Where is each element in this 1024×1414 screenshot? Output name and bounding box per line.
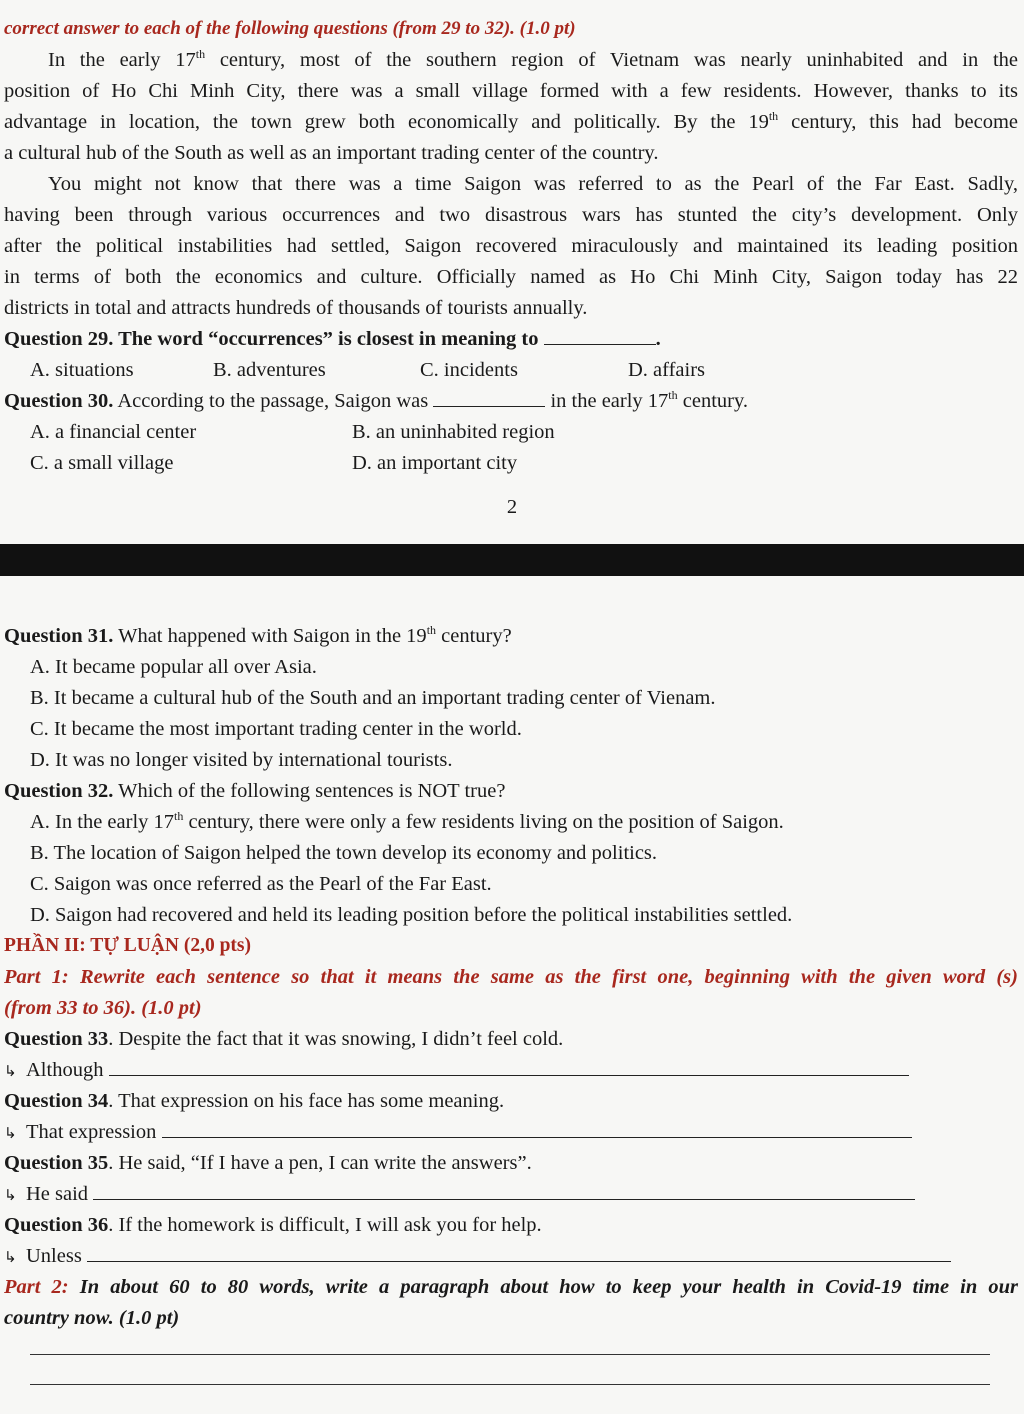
q31-option-b[interactable]: B. It became a cultural hub of the South and an important trading center of Vienam. — [30, 687, 716, 709]
q36-answer-line[interactable] — [4, 1243, 1018, 1270]
question-label: Question 32. — [4, 780, 114, 802]
option-text: century, there were only a few residents living on the position of Saigon. — [183, 811, 784, 833]
writing-line[interactable] — [30, 1354, 990, 1355]
cropped-top-edge — [0, 0, 1024, 6]
part-1-instruction-line1 — [4, 964, 1018, 990]
answer-prompt: Although — [26, 1059, 104, 1081]
question-label: Question 35 — [4, 1152, 109, 1174]
q30-option-d[interactable]: D. an important city — [352, 452, 518, 474]
q32-option-c[interactable]: C. Saigon was once referred as the Pearl of the Far East. — [30, 873, 492, 895]
option-text: A. In the early 17 — [30, 811, 175, 833]
punctuation: . — [655, 328, 661, 350]
answer-prompt: Unless — [26, 1245, 82, 1267]
answer-blank[interactable] — [162, 1119, 912, 1138]
pencil-arrow-icon: ↳ — [4, 1186, 17, 1204]
passage-p2-line2: having been through various occurrences and two disastrous wars has stunted the city’s development. Only — [4, 204, 1018, 226]
question-label: Question 33 — [4, 1028, 109, 1050]
part-label: Part 1: — [4, 966, 69, 988]
question-text: . That expression on his face has some meaning. — [108, 1090, 505, 1112]
question-text: According to the passage, Saigon was — [113, 390, 429, 412]
q32-option-d[interactable]: D. Saigon had recovered and held its leading position before the political instabilities settled. — [30, 904, 793, 926]
q33-answer-line[interactable] — [4, 1057, 1018, 1084]
question-34-stem — [4, 1088, 1018, 1114]
question-30-stem — [4, 388, 1018, 414]
part-1-instruction-line2: (from 33 to 36). (1.0 pt) — [4, 997, 202, 1019]
q30-option-b[interactable]: B. an uninhabited region — [352, 421, 555, 443]
superscript: th — [174, 809, 184, 823]
instruction-text: Rewrite each sentence so that it means the same as the first one, beginning with the given word (s) — [68, 966, 1018, 988]
answer-prompt: That expression — [26, 1121, 157, 1143]
question-label: Question 30. — [4, 390, 114, 412]
q35-answer-line[interactable] — [4, 1181, 1018, 1208]
passage-p2-line1: You might not know that there was a time Saigon was referred to as the Pearl of the Far East. Sadly, — [48, 173, 1018, 195]
q29-option-a[interactable]: A. situations — [30, 359, 134, 381]
question-text: century. — [677, 390, 749, 412]
q29-option-d[interactable]: D. affairs — [628, 359, 706, 381]
superscript: th — [426, 623, 437, 637]
question-31-stem — [4, 623, 1018, 649]
passage-p1-line4: a cultural hub of the South as well as an important trading center of the country. — [4, 142, 659, 164]
question-text: . If the homework is difficult, I will ask you for help. — [108, 1214, 542, 1236]
passage-p2-line5: districts in total and attracts hundreds of thousands of tourists annually. — [4, 297, 588, 319]
part-2-instruction-line2: country now. (1.0 pt) — [4, 1307, 180, 1329]
answer-blank — [544, 326, 656, 345]
page-number: 2 — [506, 496, 518, 518]
answer-blank[interactable] — [87, 1243, 951, 1262]
passage-text: century, most of the southern region of Vietnam was nearly uninhabited and in the — [205, 49, 1018, 71]
pencil-arrow-icon: ↳ — [4, 1124, 17, 1142]
q29-option-c[interactable]: C. incidents — [420, 359, 518, 381]
instruction-text: In about 60 to 80 words, write a paragraph about how to keep your health in Covid-19 time in our — [68, 1276, 1018, 1298]
passage-p2-line3: after the political instabilities had settled, Saigon recovered miraculously and maintained its leading position — [4, 235, 1018, 257]
part-label: Part 2: — [4, 1276, 69, 1298]
question-text: Which of the following sentences is NOT true? — [113, 780, 506, 802]
question-text: . He said, “If I have a pen, I can write the answers”. — [108, 1152, 532, 1174]
superscript: th — [195, 47, 206, 61]
passage-p1-line1 — [48, 47, 1018, 73]
q34-answer-line[interactable] — [4, 1119, 1018, 1146]
part-2-heading: PHẦN II: TỰ LUẬN (2,0 pts) — [4, 935, 252, 956]
passage-p1-line3 — [4, 109, 1018, 135]
q32-option-a[interactable] — [30, 809, 1018, 835]
question-text: Question 29. The word “occurrences” is closest in meaning to — [4, 328, 539, 350]
pencil-arrow-icon: ↳ — [4, 1248, 17, 1266]
question-36-stem — [4, 1212, 1018, 1238]
question-text: in the early 17 — [545, 390, 669, 412]
passage-p2-line4: in terms of both the economics and culture. Officially named as Ho Chi Minh City, Saigon today has 22 — [4, 266, 1018, 288]
answer-blank — [433, 388, 545, 407]
superscript: th — [768, 109, 779, 123]
question-text: . Despite the fact that it was snowing, I didn’t feel cold. — [108, 1028, 564, 1050]
passage-text: advantage in location, the town grew both economically and politically. By the 19 — [4, 111, 769, 133]
question-33-stem — [4, 1026, 1018, 1052]
page-break-bar — [0, 544, 1024, 576]
question-label: Question 34 — [4, 1090, 109, 1112]
answer-prompt: He said — [26, 1183, 89, 1205]
q31-option-a[interactable]: A. It became popular all over Asia. — [30, 656, 317, 678]
question-text: What happened with Saigon in the 19 — [113, 625, 427, 647]
q31-option-c[interactable]: C. It became the most important trading center in the world. — [30, 718, 522, 740]
answer-blank[interactable] — [93, 1181, 915, 1200]
q31-option-d[interactable]: D. It was no longer visited by international tourists. — [30, 749, 453, 771]
question-32-stem — [4, 778, 1018, 804]
question-label: Question 31. — [4, 625, 114, 647]
writing-line[interactable] — [30, 1384, 990, 1385]
superscript: th — [668, 388, 678, 402]
pencil-arrow-icon: ↳ — [4, 1062, 17, 1080]
passage-text: In the early 17 — [48, 49, 196, 71]
part-2-instruction-line1 — [4, 1274, 1018, 1300]
q30-option-a[interactable]: A. a financial center — [30, 421, 197, 443]
passage-text: century, this had become — [778, 111, 1018, 133]
question-29-stem — [4, 326, 1018, 352]
question-text: century? — [436, 625, 512, 647]
passage-p1-line2: position of Ho Chi Minh City, there was a small village formed with a few residents. However, thanks to its — [4, 80, 1018, 102]
q30-option-c[interactable]: C. a small village — [30, 452, 174, 474]
instruction-header: correct answer to each of the following questions (from 29 to 32). (1.0 pt) — [4, 18, 576, 39]
question-35-stem — [4, 1150, 1018, 1176]
question-label: Question 36 — [4, 1214, 109, 1236]
q29-option-b[interactable]: B. adventures — [213, 359, 326, 381]
answer-blank[interactable] — [109, 1057, 909, 1076]
q32-option-b[interactable]: B. The location of Saigon helped the town develop its economy and politics. — [30, 842, 658, 864]
